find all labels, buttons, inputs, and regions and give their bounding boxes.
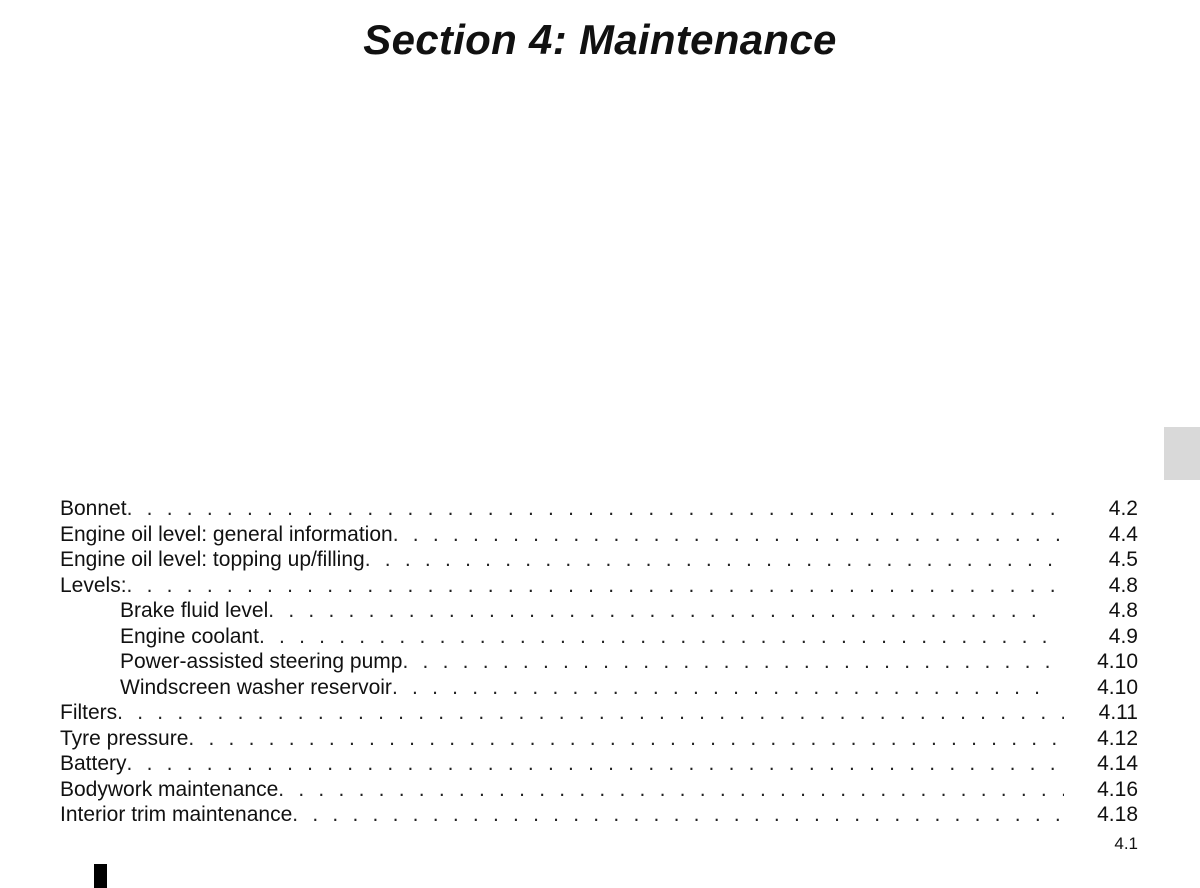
- toc-entry-filters[interactable]: [60, 700, 1138, 726]
- toc-entry-page: 4.11: [1098, 701, 1138, 724]
- toc-entry-engine-oil-topping-up[interactable]: [60, 547, 1138, 573]
- toc-entry-label: Engine coolant: [120, 624, 259, 648]
- page-title: Section 4: Maintenance: [363, 16, 837, 63]
- toc-entry-power-steering-pump[interactable]: [60, 649, 1138, 675]
- toc-dot-leader: [188, 726, 1064, 752]
- toc-entry-page: 4.4: [1108, 522, 1138, 546]
- toc-entry-label: Engine oil level: topping up/filling: [60, 548, 365, 571]
- toc-dot-leader: [259, 624, 1050, 650]
- toc-dot-leader: [127, 496, 1064, 522]
- toc-entry-interior-trim[interactable]: [60, 802, 1138, 828]
- toc-entry-levels[interactable]: [60, 573, 1138, 599]
- toc-entry-brake-fluid[interactable]: [60, 598, 1138, 624]
- table-of-contents: [60, 496, 1138, 828]
- toc-entry-engine-coolant[interactable]: [60, 624, 1138, 650]
- toc-entry-page: 4.18: [1097, 803, 1138, 826]
- toc-entry-label: Engine oil level: general information: [60, 522, 393, 546]
- toc-entry-label: Levels:: [60, 573, 127, 597]
- toc-entry-page: 4.16: [1097, 777, 1138, 801]
- toc-entry-tyre-pressure[interactable]: [60, 726, 1138, 752]
- toc-entry-bonnet[interactable]: [60, 496, 1138, 522]
- toc-entry-label: Bodywork maintenance: [60, 777, 279, 801]
- toc-entry-label: Filters: [60, 701, 118, 724]
- toc-entry-page: 4.14: [1097, 752, 1138, 775]
- toc-entry-page: 4.8: [1108, 573, 1138, 597]
- toc-entry-page: 4.5: [1108, 548, 1138, 571]
- toc-dot-leader: [117, 700, 1064, 726]
- toc-entry-label: Windscreen washer reservoir: [120, 675, 392, 699]
- toc-entry-page: 4.10: [1097, 650, 1138, 673]
- toc-dot-leader: [278, 777, 1064, 803]
- toc-dot-leader: [393, 522, 1064, 548]
- print-registration-mark: [94, 864, 107, 888]
- toc-entry-label: Battery: [60, 752, 127, 775]
- toc-entry-label: Power-assisted steering pump: [120, 650, 403, 673]
- toc-entry-page: 4.12: [1097, 726, 1138, 750]
- toc-dot-leader: [268, 598, 1050, 624]
- toc-entry-label: Brake fluid level: [120, 599, 269, 622]
- toc-entry-page: 4.9: [1108, 624, 1138, 648]
- toc-dot-leader: [292, 802, 1064, 828]
- toc-entry-windscreen-washer[interactable]: [60, 675, 1138, 701]
- toc-dot-leader: [127, 573, 1064, 599]
- toc-entry-page: 4.2: [1108, 497, 1138, 520]
- toc-entry-page: 4.10: [1097, 675, 1138, 699]
- section-tab-marker: [1164, 427, 1200, 480]
- toc-entry-bodywork[interactable]: [60, 777, 1138, 803]
- toc-dot-leader: [365, 547, 1064, 573]
- toc-entry-page: 4.8: [1108, 599, 1138, 622]
- toc-entry-label: Bonnet: [60, 497, 127, 520]
- toc-entry-label: Tyre pressure: [60, 726, 189, 750]
- toc-entry-engine-oil-general[interactable]: [60, 522, 1138, 548]
- toc-dot-leader: [392, 675, 1050, 701]
- page-number: 4.1: [1114, 834, 1138, 853]
- toc-entry-battery[interactable]: [60, 751, 1138, 777]
- toc-dot-leader: [127, 751, 1064, 777]
- toc-dot-leader: [402, 649, 1050, 675]
- toc-entry-label: Interior trim maintenance: [60, 803, 293, 826]
